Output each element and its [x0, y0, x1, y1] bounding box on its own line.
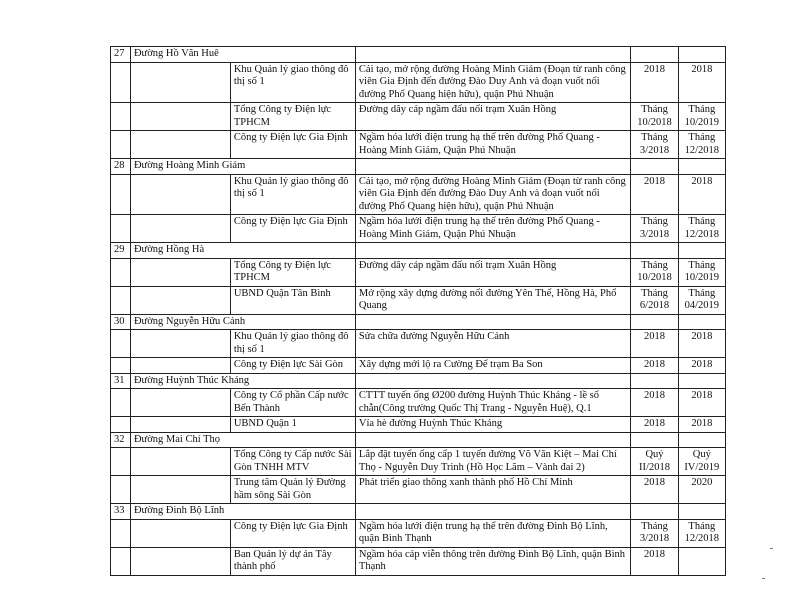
work-description-cell: Lắp đặt tuyến ống cấp 1 tuyến đường Võ Văn Kiệt – Mai Chí Thọ - Nguyễn Duy Trinh (Hồ Học Lãm – Vành đai 2)	[355, 448, 630, 476]
empty-cell	[130, 358, 230, 374]
work-description-cell: Đường dây cáp ngầm đấu nối trạm Xuân Hồng	[355, 103, 630, 131]
start-time-cell: Tháng 3/2018	[631, 215, 678, 243]
start-time-cell: Tháng 10/2018	[631, 258, 678, 286]
row-number: 33	[111, 504, 131, 520]
end-time-cell: 2020	[678, 476, 725, 504]
table-row	[111, 448, 726, 476]
start-time-cell: Quý II/2018	[631, 448, 678, 476]
empty-cell	[631, 243, 678, 259]
end-time-cell: 2018	[678, 62, 725, 103]
empty-cell	[355, 243, 630, 259]
empty-cell	[130, 330, 230, 358]
table-row	[111, 389, 726, 417]
empty-cell	[130, 258, 230, 286]
end-time-cell: Tháng 12/2018	[678, 131, 725, 159]
table-row	[111, 258, 726, 286]
empty-cell	[130, 417, 230, 433]
street-row	[111, 432, 726, 448]
work-description-cell: Phát triển giao thông xanh thành phố Hồ Chí Minh	[355, 476, 630, 504]
empty-cell	[631, 159, 678, 175]
table-row	[111, 330, 726, 358]
empty-cell	[355, 432, 630, 448]
empty-cell	[111, 258, 131, 286]
empty-cell	[678, 314, 725, 330]
end-time-cell: 2018	[678, 330, 725, 358]
street-name: Đường Hoàng Minh Giám	[130, 159, 355, 175]
table-row	[111, 62, 726, 103]
start-time-cell: Tháng 3/2018	[631, 519, 678, 547]
empty-cell	[111, 417, 131, 433]
street-row	[111, 159, 726, 175]
table-row	[111, 417, 726, 433]
work-description-cell: Ngầm hóa cáp viễn thông trên đường Đinh Bộ Lĩnh, quận Bình Thạnh	[355, 547, 630, 575]
organization-cell: Công ty Điện lực Gia Định	[230, 215, 355, 243]
empty-cell	[130, 131, 230, 159]
table-row	[111, 215, 726, 243]
street-name: Đường Hồng Hà	[130, 243, 355, 259]
work-description-cell: CTTT tuyến ống Ø200 đường Huỳnh Thúc Kháng - lề số chẵn(Công trường Quốc Thị Trang - Nguyễn Huệ), Q.1	[355, 389, 630, 417]
empty-cell	[130, 174, 230, 215]
empty-cell	[678, 243, 725, 259]
work-description-cell: Ngầm hóa lưới điện trung hạ thế trên đường Phổ Quang - Hoàng Minh Giám, Quận Phú Nhuận	[355, 215, 630, 243]
end-time-cell: 2018	[678, 358, 725, 374]
empty-cell	[678, 373, 725, 389]
organization-cell: Tổng Công ty Cấp nước Sài Gòn TNHH MTV	[230, 448, 355, 476]
end-time-cell: 2018	[678, 389, 725, 417]
table-row	[111, 131, 726, 159]
row-number: 31	[111, 373, 131, 389]
table-row	[111, 358, 726, 374]
empty-cell	[678, 47, 725, 63]
empty-cell	[631, 373, 678, 389]
empty-cell	[130, 62, 230, 103]
start-time-cell: 2018	[631, 547, 678, 575]
start-time-cell: 2018	[631, 389, 678, 417]
end-time-cell: Tháng 10/2019	[678, 103, 725, 131]
organization-cell: Tổng Công ty Điện lực TPHCM	[230, 103, 355, 131]
empty-cell	[355, 47, 630, 63]
start-time-cell: 2018	[631, 174, 678, 215]
row-number: 28	[111, 159, 131, 175]
work-description-cell: Xây dựng mới lộ ra Cường Để trạm Ba Son	[355, 358, 630, 374]
organization-cell: Khu Quản lý giao thông đô thị số 1	[230, 174, 355, 215]
work-description-cell: Sửa chữa đường Nguyễn Hữu Cảnh	[355, 330, 630, 358]
end-time-cell: Tháng 12/2018	[678, 519, 725, 547]
row-number: 27	[111, 47, 131, 63]
table-row	[111, 103, 726, 131]
street-row	[111, 47, 726, 63]
work-description-cell: Mở rộng xây dựng đường nối đường Yên Thế, Hồng Hà, Phổ Quang	[355, 286, 630, 314]
street-name: Đường Mai Chí Thọ	[130, 432, 355, 448]
empty-cell	[631, 47, 678, 63]
empty-cell	[111, 131, 131, 159]
empty-cell	[678, 432, 725, 448]
empty-cell	[130, 448, 230, 476]
row-number: 32	[111, 432, 131, 448]
organization-cell: Công ty Điện lực Sài Gòn	[230, 358, 355, 374]
empty-cell	[678, 159, 725, 175]
empty-cell	[111, 358, 131, 374]
empty-cell	[130, 215, 230, 243]
empty-cell	[355, 373, 630, 389]
street-name: Đường Hồ Văn Huê	[130, 47, 355, 63]
organization-cell: Khu Quản lý giao thông đô thị số 1	[230, 62, 355, 103]
empty-cell	[111, 286, 131, 314]
empty-cell	[111, 448, 131, 476]
organization-cell: Công ty Điện lực Gia Định	[230, 131, 355, 159]
street-name: Đường Đinh Bộ Lĩnh	[130, 504, 355, 520]
end-time-cell: Tháng 10/2019	[678, 258, 725, 286]
empty-cell	[111, 215, 131, 243]
row-number: 30	[111, 314, 131, 330]
empty-cell	[355, 314, 630, 330]
work-description-cell: Cải tạo, mở rộng đường Hoàng Minh Giám (Đoạn từ ranh công viên Gia Định đến đường Đào Duy Anh và đoạn vuốt nối đường Phổ Quang hiện hữu), quận Phú Nhuận	[355, 174, 630, 215]
organization-cell: Trung tâm Quản lý Đường hầm sông Sài Gòn	[230, 476, 355, 504]
empty-cell	[111, 476, 131, 504]
empty-cell	[111, 547, 131, 575]
table-body	[111, 47, 726, 576]
table-row	[111, 174, 726, 215]
start-time-cell: 2018	[631, 417, 678, 433]
street-name: Đường Nguyễn Hữu Cảnh	[130, 314, 355, 330]
empty-cell	[130, 476, 230, 504]
scan-mark	[762, 578, 765, 579]
start-time-cell: Tháng 3/2018	[631, 131, 678, 159]
empty-cell	[355, 504, 630, 520]
table-row	[111, 519, 726, 547]
work-description-cell: Cải tạo, mở rộng đường Hoàng Minh Giám (Đoạn từ ranh công viên Gia Định đến đường Đào Duy Anh và đoạn vuốt nối đường Phổ Quang hiện hữu), quận Phú Nhuận	[355, 62, 630, 103]
end-time-cell: Tháng 04/2019	[678, 286, 725, 314]
start-time-cell: Tháng 6/2018	[631, 286, 678, 314]
end-time-cell: Tháng 12/2018	[678, 215, 725, 243]
work-description-cell: Ngầm hóa lưới điện trung hạ thế trên đường Phổ Quang - Hoàng Minh Giám, Quận Phú Nhuận	[355, 131, 630, 159]
organization-cell: UBND Quận Tân Bình	[230, 286, 355, 314]
empty-cell	[130, 389, 230, 417]
organization-cell: Tổng Công ty Điện lực TPHCM	[230, 258, 355, 286]
start-time-cell: 2018	[631, 358, 678, 374]
work-description-cell: Vỉa hè đường Huỳnh Thúc Kháng	[355, 417, 630, 433]
start-time-cell: Tháng 10/2018	[631, 103, 678, 131]
street-row	[111, 504, 726, 520]
empty-cell	[631, 504, 678, 520]
end-time-cell: 2018	[678, 174, 725, 215]
work-description-cell: Ngầm hóa lưới điện trung hạ thế trên đường Đinh Bộ Lĩnh, quận Bình Thạnh	[355, 519, 630, 547]
start-time-cell: 2018	[631, 476, 678, 504]
empty-cell	[355, 159, 630, 175]
start-time-cell: 2018	[631, 330, 678, 358]
table-row	[111, 547, 726, 575]
empty-cell	[130, 519, 230, 547]
table-row	[111, 476, 726, 504]
empty-cell	[111, 519, 131, 547]
empty-cell	[130, 103, 230, 131]
works-table	[110, 46, 726, 576]
empty-cell	[631, 432, 678, 448]
organization-cell: Công ty Cổ phần Cấp nước Bến Thành	[230, 389, 355, 417]
start-time-cell: 2018	[631, 62, 678, 103]
street-row	[111, 243, 726, 259]
scan-mark	[770, 548, 773, 549]
empty-cell	[678, 504, 725, 520]
organization-cell: Công ty Điện lực Gia Định	[230, 519, 355, 547]
street-row	[111, 314, 726, 330]
organization-cell: Ban Quản lý dự án Tây thành phố	[230, 547, 355, 575]
empty-cell	[130, 286, 230, 314]
empty-cell	[111, 330, 131, 358]
end-time-cell	[678, 547, 725, 575]
empty-cell	[631, 314, 678, 330]
street-row	[111, 373, 726, 389]
empty-cell	[130, 547, 230, 575]
empty-cell	[111, 62, 131, 103]
end-time-cell: 2018	[678, 417, 725, 433]
work-description-cell: Đường dây cáp ngầm đấu nối trạm Xuân Hồng	[355, 258, 630, 286]
street-name: Đường Huỳnh Thúc Kháng	[130, 373, 355, 389]
table-row	[111, 286, 726, 314]
empty-cell	[111, 174, 131, 215]
empty-cell	[111, 103, 131, 131]
organization-cell: Khu Quản lý giao thông đô thị số 1	[230, 330, 355, 358]
end-time-cell: Quý IV/2019	[678, 448, 725, 476]
row-number: 29	[111, 243, 131, 259]
organization-cell: UBND Quận 1	[230, 417, 355, 433]
empty-cell	[111, 389, 131, 417]
